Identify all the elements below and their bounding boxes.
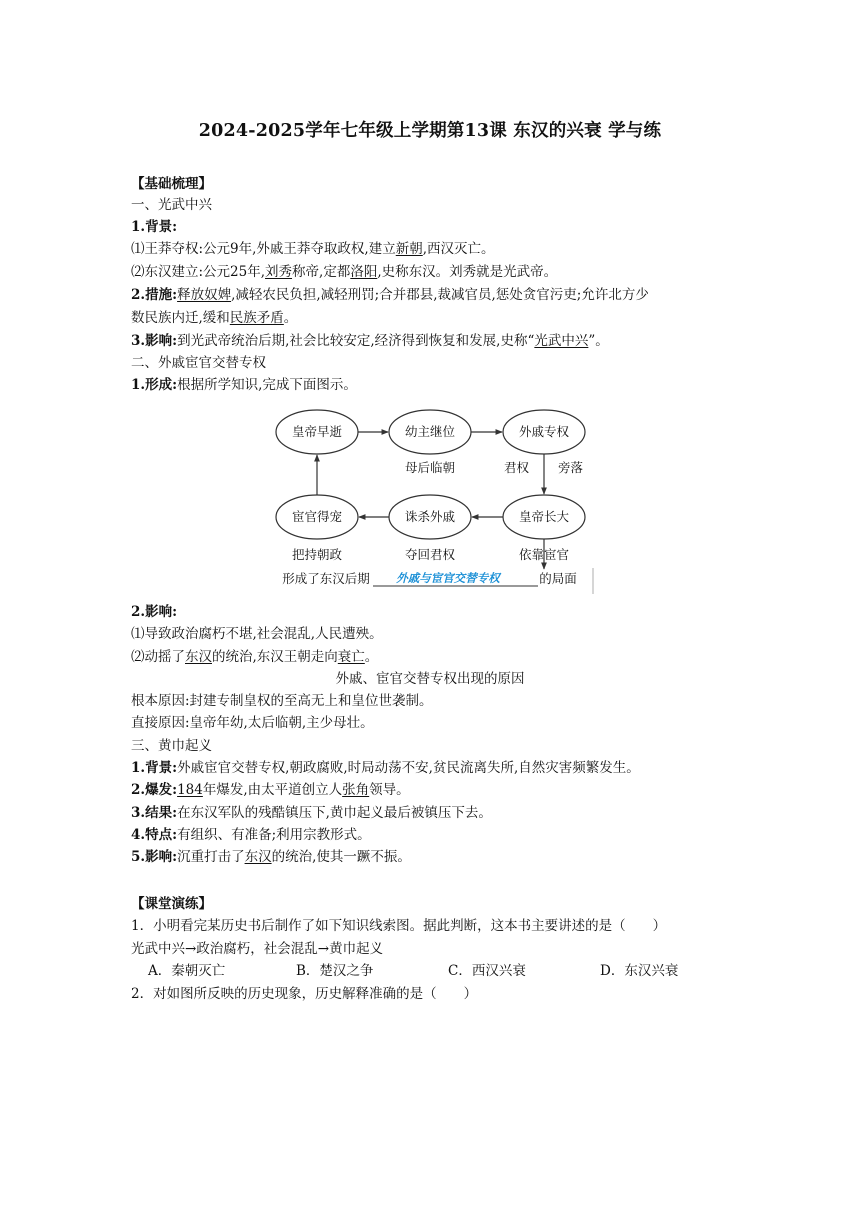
label: 1.背景:: [131, 760, 178, 776]
label: 3.影响:: [131, 333, 178, 349]
text: ⑴王莽夺权:公元9年,外戚王莽夺取政权,建立: [131, 241, 396, 257]
s1-background-label: [131, 217, 177, 237]
node-4-label: 皇帝长大: [518, 509, 570, 524]
node-1-label: 皇帝早逝: [291, 424, 343, 439]
s2-effect-label: [131, 602, 177, 622]
text: 称帝,定都: [292, 264, 351, 280]
s2-reason-heading: 外戚、宦官交替专权出现的原因: [335, 671, 525, 687]
answer-blank: 东汉: [185, 649, 212, 665]
edge-label-1: 母后临朝: [404, 460, 456, 475]
text: 年爆发,由太平道创立人: [202, 782, 343, 798]
s3-impact: [131, 847, 411, 867]
section-3-heading: 三、黄巾起义: [131, 738, 212, 754]
text: 。: [283, 310, 298, 326]
label: 2.措施:: [131, 287, 178, 303]
s1-measures: [131, 285, 649, 305]
s2-effect-1: ⑴导致政治腐朽不堪,社会混乱,人民遭殃。: [131, 626, 383, 642]
q1-option-a[interactable]: A．秦朝灭亡: [148, 963, 226, 979]
page-title: 2024-2025学年七年级上学期第13课 东汉的兴衰 学与练: [198, 121, 662, 141]
diagram-bottom-text-a: 形成了东汉后期: [282, 571, 370, 586]
s2-formation: [131, 375, 357, 395]
label: 2.影响:: [131, 604, 178, 620]
question-1-chain: 光武中兴→政治腐朽，社会混乱→黄巾起义: [131, 941, 384, 957]
answer-blank: 刘秀: [265, 264, 293, 280]
text: 。: [364, 649, 379, 665]
edge-label-5: 把持朝政: [291, 547, 343, 562]
s3-features: [131, 825, 371, 845]
edge-label-3: 依靠宦官: [518, 547, 570, 562]
diagram-answer-fill: 外戚与宦官交替专权: [396, 571, 500, 585]
text: 外戚宦官交替专权,朝政腐败,时局动荡不安,贫民流离失所,自然灾害频繁发生。: [177, 760, 640, 776]
section-1-heading: 一、光武中兴: [131, 197, 212, 213]
answer-blank: 东汉: [244, 849, 272, 865]
text: ,减轻农民负担,减轻刑罚;合并郡县,裁减官员,惩处贪官污吏;允许北方少: [231, 287, 649, 303]
label: 1.背景:: [131, 219, 178, 235]
text: ,西汉灭亡。: [422, 241, 495, 257]
answer-blank: 张角: [342, 782, 370, 798]
answer-blank: 光武中兴: [534, 333, 589, 349]
text: 沉重打击了: [177, 849, 245, 865]
q1-option-d[interactable]: D．东汉兴衰: [600, 963, 679, 979]
question-1: 1．小明看完某历史书后制作了如下知识线索图。据此判断，这本书主要讲述的是（ ）: [131, 918, 667, 934]
text: ⑵东汉建立:公元25年,: [131, 264, 266, 280]
section-basic-heading: 【基础梳理】: [131, 176, 212, 192]
question-2: 2．对如图所反映的历史现象，历史解释准确的是（ ）: [131, 986, 478, 1002]
s3-background: [131, 758, 640, 778]
node-3-label: 外戚专权: [518, 424, 570, 439]
q1-option-c[interactable]: C．西汉兴衰: [448, 963, 526, 979]
text: ,史称东汉。刘秀就是光武帝。: [377, 264, 558, 280]
text: 领导。: [369, 782, 410, 798]
label: 1.形成:: [131, 377, 178, 393]
answer-blank: 释放奴婢: [177, 287, 232, 303]
s2-reason-root: 根本原因:封建专制皇权的至高无上和皇位世袭制。: [131, 693, 433, 709]
section-2-heading: 二、外戚宦官交替专权: [131, 355, 266, 371]
answer-blank: 衰亡: [337, 649, 365, 665]
s2-reason-direct: 直接原因:皇帝年幼,太后临朝,主少母壮。: [131, 715, 374, 731]
text: 的统治,使其一蹶不振。: [271, 849, 411, 865]
text: 根据所学知识,完成下面图示。: [177, 377, 357, 393]
s1-measures-cont: [131, 308, 297, 328]
q1-option-b[interactable]: B．楚汉之争: [296, 963, 374, 979]
text: 数民族内迁,缓和: [131, 310, 230, 326]
label: 2.爆发:: [131, 782, 178, 798]
edge-label-2b: 旁落: [558, 460, 584, 475]
answer-blank: 184: [177, 782, 203, 798]
answer-blank: 洛阳: [350, 264, 378, 280]
edge-label-4: 夺回君权: [404, 547, 456, 562]
text: ”。: [588, 333, 609, 349]
section-practice-heading: 【课堂演练】: [131, 896, 212, 912]
s2-effect-2: [131, 647, 378, 667]
text: 有组织、有准备;利用宗教形式。: [177, 827, 371, 843]
label: 5.影响:: [131, 849, 178, 865]
s1-line-1: [131, 239, 495, 259]
s3-outbreak: [131, 780, 410, 800]
text: 到光武帝统治后期,社会比较安定,经济得到恢复和发展,史称“: [177, 333, 535, 349]
edge-label-2a: 君权: [503, 460, 529, 475]
node-5-label: 诛杀外戚: [404, 509, 456, 524]
answer-blank: 民族矛盾: [229, 310, 284, 326]
s1-line-2: [131, 262, 557, 282]
label: 4.特点:: [131, 827, 178, 843]
label: 3.结果:: [131, 805, 178, 821]
s3-result: [131, 803, 492, 823]
text: ⑵动摇了: [131, 649, 185, 665]
text: 的统治,东汉王朝走向: [212, 649, 338, 665]
diagram-bottom-text-b: 的局面: [539, 571, 577, 586]
text: 在东汉军队的残酷镇压下,黄巾起义最后被镇压下去。: [177, 805, 492, 821]
s1-impact: [131, 331, 609, 351]
answer-blank: 新朝: [395, 241, 423, 257]
node-2-label: 幼主继位: [404, 424, 456, 439]
node-6-label: 宦官得宠: [291, 509, 343, 524]
power-cycle-diagram: [0, 400, 860, 600]
